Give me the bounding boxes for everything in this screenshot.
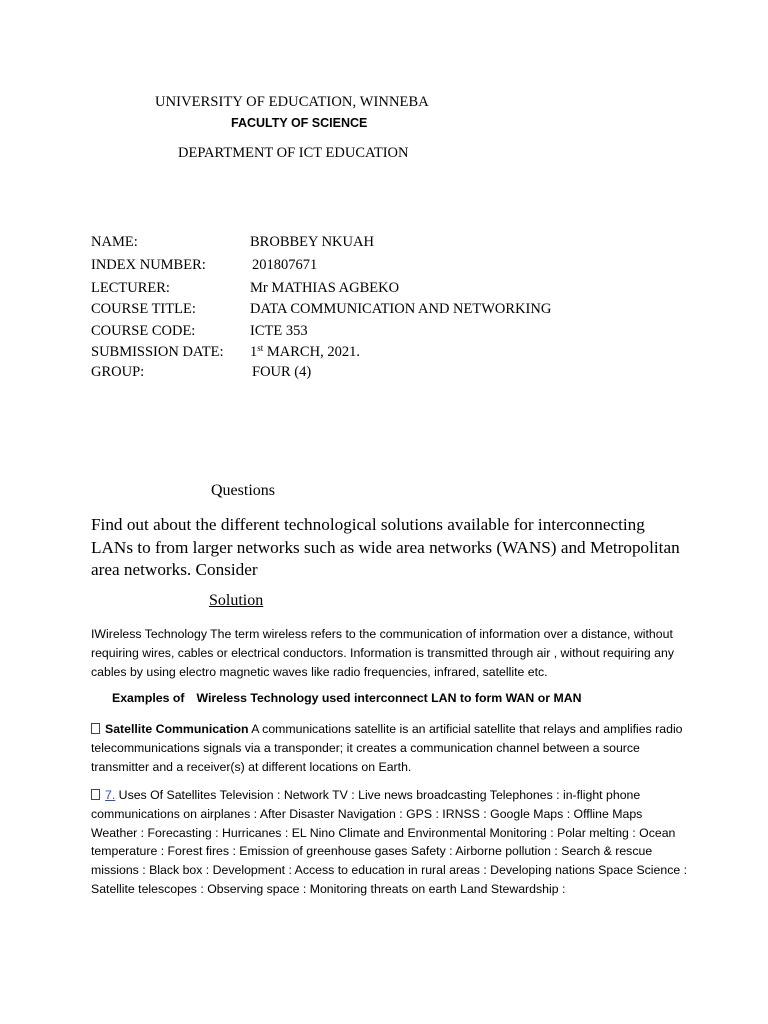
faculty-name: FACULTY OF SCIENCE — [231, 116, 368, 130]
course-code-value: ICTE 353 — [250, 323, 308, 339]
examples-heading — [112, 691, 581, 705]
satellite-uses-text: Uses Of Satellites Television : Network TV : Live news broadcasting Telephones : in-flight phone communications on airplanes : After Disaster Navigation : GPS : IRNSS : Google Maps : Offline Maps Weather : Forecasting : Hurricanes : EL Nino Climate and Environmental Monitoring : Polar melting : Ocean temperature : Forest fires : Emission of greenhouse gases Safety : Airborne pollution : Search & rescue missions : Black box : Development : Access to education in rural areas : Developing nations Space Science : Satellite telescopes : Observing space : Monitoring threats on earth Land Stewardship : — [91, 788, 688, 896]
lecturer-value: Mr MATHIAS AGBEKO — [250, 280, 400, 296]
submission-day: 1 — [250, 344, 258, 360]
group-label: GROUP: — [91, 364, 145, 380]
course-code-label: COURSE CODE: — [91, 323, 196, 339]
group-value: FOUR (4) — [252, 364, 312, 380]
examples-prefix: Examples of — [112, 691, 185, 705]
bullet-box-icon — [91, 789, 100, 800]
satellite-uses-paragraph — [91, 786, 691, 899]
wireless-technology-paragraph: IWireless Technology The term wireless refers to the communication of information over a distance, without requiring wires, cables or electrical conductors. Information is transmitted through air , without requiring any cables by using electro magnetic waves like radio frequencies, infrared, satellite etc. — [91, 627, 675, 679]
bullet-box-icon — [91, 723, 100, 734]
submission-day-suffix: st — [257, 343, 264, 353]
satellite-communication-title: Satellite Communication — [105, 722, 249, 736]
index-number-label: INDEX NUMBER: — [91, 257, 206, 273]
submission-month-year: MARCH, 2021. — [263, 344, 360, 360]
university-name: UNIVERSITY OF EDUCATION, WINNEBA — [155, 94, 429, 110]
course-title-label: COURSE TITLE: — [91, 301, 196, 317]
examples-text: Wireless Technology used interconnect LAN to form WAN or MAN — [196, 691, 582, 705]
lecturer-label: LECTURER: — [91, 280, 170, 296]
department-name: DEPARTMENT OF ICT EDUCATION — [178, 145, 409, 161]
submission-date-value — [250, 344, 360, 361]
course-title-value: DATA COMMUNICATION AND NETWORKING — [250, 301, 552, 317]
solution-heading: Solution — [209, 592, 264, 609]
name-value: BROBBEY NKUAH — [250, 234, 374, 250]
name-label: NAME: — [91, 234, 138, 250]
question-text: Find out about the different technological solutions available for interconnecting LANs to from larger networks such as wide area networks (WANS) and Metropolitan area networks. Consider — [91, 515, 680, 579]
satellite-communication-text: A communications satellite is an artificial satellite that relays and amplifies radio telecommunications signals via a transponder; it creates a communication channel between a source transmitter and a receiver(s) at different locations on Earth. — [91, 722, 683, 774]
questions-heading: Questions — [211, 482, 275, 499]
submission-date-label: SUBMISSION DATE: — [91, 344, 224, 360]
index-number-value: 201807671 — [252, 257, 318, 273]
satellite-communication-paragraph — [91, 720, 691, 776]
uses-link[interactable]: 7. — [105, 788, 116, 802]
